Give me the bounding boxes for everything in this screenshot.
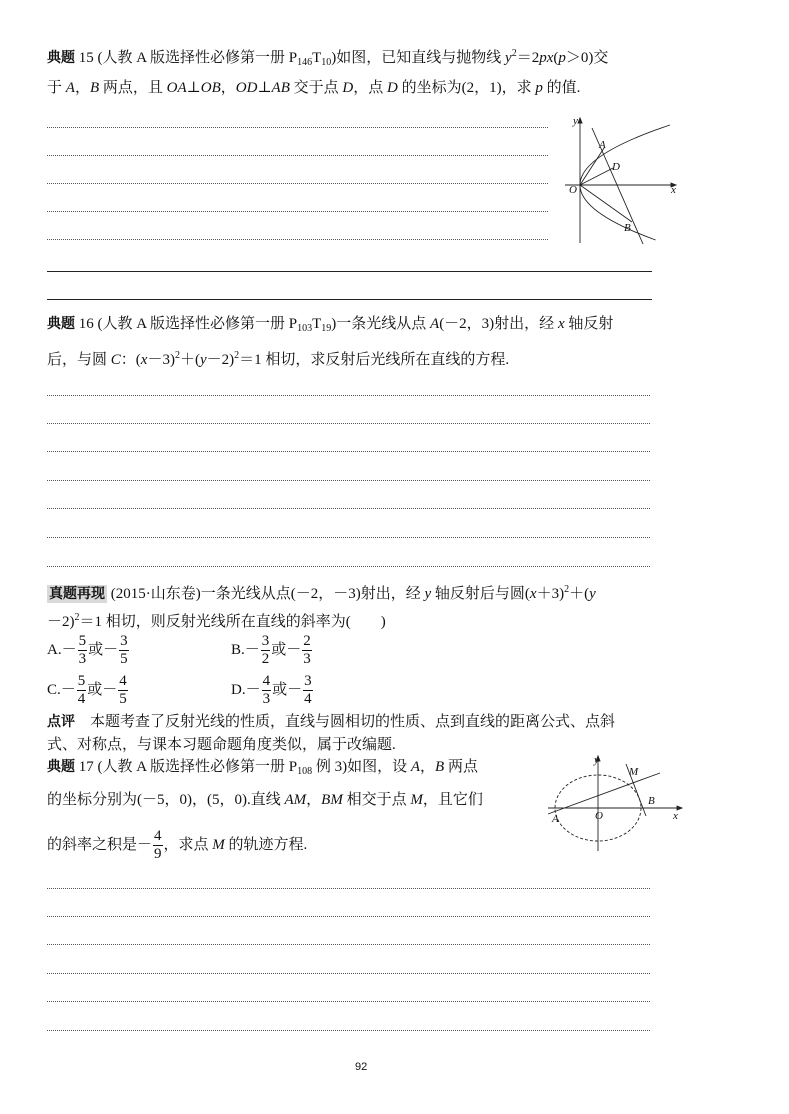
text-segment: 轴反射 bbox=[564, 316, 614, 332]
text-segment: 2 bbox=[74, 612, 80, 623]
label-o: O bbox=[595, 810, 603, 822]
text-segment: 的坐标为(2，1)，求 bbox=[397, 80, 536, 96]
text-segment: ，点 bbox=[353, 80, 387, 96]
numerator: 4 bbox=[262, 673, 271, 689]
text-segment: 本题考查了反射光线的性质，直线与圆相切的性质、点到直线的距离公式、点斜 bbox=[75, 714, 616, 730]
text-segment: 19 bbox=[321, 323, 332, 334]
text-segment: ：( bbox=[120, 352, 141, 368]
ellipse-figure bbox=[543, 752, 685, 854]
text-segment: 的轨迹方程. bbox=[224, 836, 308, 853]
text-segment: 2 bbox=[564, 584, 570, 595]
fraction bbox=[153, 828, 163, 863]
text-segment: 或－ bbox=[272, 681, 303, 698]
comment-line-1 bbox=[47, 712, 615, 732]
segment-ob bbox=[580, 185, 632, 222]
text-segment: 103 bbox=[297, 323, 313, 334]
problem17-line-1 bbox=[47, 757, 478, 782]
problem15-line-2 bbox=[47, 78, 580, 98]
fraction bbox=[302, 633, 312, 668]
answer-dotted-line bbox=[47, 211, 548, 212]
text-segment: T bbox=[312, 50, 322, 66]
text-segment: ， bbox=[220, 80, 236, 96]
text-segment: x bbox=[557, 316, 565, 332]
fraction bbox=[303, 673, 313, 708]
text-segment: 2 bbox=[174, 350, 180, 361]
text-segment: B.－ bbox=[231, 641, 260, 658]
text-segment: 或－ bbox=[87, 681, 118, 698]
text-segment: 的值. bbox=[542, 80, 581, 96]
heading-label: 点评 bbox=[47, 714, 75, 730]
answer-dotted-line bbox=[47, 451, 650, 452]
denominator: 4 bbox=[77, 691, 86, 707]
text-segment: 146 bbox=[297, 57, 313, 68]
numerator: 4 bbox=[154, 828, 162, 844]
text-segment: D.－ bbox=[231, 681, 261, 698]
text-segment: ，求点 bbox=[163, 836, 213, 853]
text-segment: B bbox=[89, 80, 100, 96]
text-segment: 两点 bbox=[444, 759, 478, 775]
text-segment: y bbox=[589, 586, 596, 602]
text-segment: 例 3)如图，设 bbox=[312, 759, 411, 775]
text-segment: 2 bbox=[234, 350, 240, 361]
text-segment: )如图，已知直线与抛物线 bbox=[331, 50, 506, 66]
answer-dotted-line bbox=[47, 944, 650, 945]
text-segment: ＋3) bbox=[536, 586, 565, 602]
answer-dotted-line bbox=[47, 423, 650, 424]
answer-dotted-line bbox=[47, 888, 650, 889]
heading-label: 典题 bbox=[47, 759, 75, 775]
text-segment: ＞0)交 bbox=[565, 50, 609, 66]
problem16-line-1 bbox=[47, 314, 613, 339]
numerator: 3 bbox=[120, 633, 128, 649]
label-b: B bbox=[648, 795, 655, 807]
denominator: 3 bbox=[78, 651, 87, 667]
numerator: 2 bbox=[303, 633, 311, 649]
text-segment: p bbox=[558, 50, 566, 66]
text-segment: ⊥ bbox=[186, 80, 201, 96]
text-segment: p bbox=[535, 80, 543, 96]
text-segment: 于 bbox=[47, 80, 66, 96]
label-m: M bbox=[629, 766, 639, 778]
option-b[interactable] bbox=[231, 633, 313, 668]
text-segment: 的斜率之积是－ bbox=[47, 836, 153, 853]
text-segment: B bbox=[435, 759, 445, 775]
text-segment: 或－ bbox=[271, 641, 302, 658]
answer-dotted-line bbox=[47, 183, 548, 184]
text-segment: 2 bbox=[511, 48, 517, 59]
denominator: 2 bbox=[261, 651, 270, 667]
text-segment: px bbox=[539, 50, 554, 66]
problem17-line-2 bbox=[47, 790, 483, 810]
answer-dotted-line bbox=[47, 916, 650, 917]
text-segment: C bbox=[110, 352, 121, 368]
text-segment: A bbox=[410, 759, 421, 775]
text-segment: ， bbox=[420, 759, 436, 775]
text-segment: ⊥ bbox=[257, 80, 272, 96]
text-segment: A bbox=[65, 80, 75, 96]
text-segment: OD bbox=[235, 80, 258, 96]
segment-oa bbox=[580, 148, 604, 185]
option-d[interactable] bbox=[231, 673, 314, 708]
text-segment: 16 (人教 A 版选择性必修第一册 P bbox=[75, 316, 298, 332]
label-a: A bbox=[599, 139, 606, 151]
denominator: 4 bbox=[304, 691, 312, 707]
text-segment: OA bbox=[166, 80, 187, 96]
fraction bbox=[77, 673, 87, 708]
problem17-line-3 bbox=[47, 828, 307, 863]
heading-label: 典题 bbox=[47, 316, 75, 332]
answer-dotted-line bbox=[47, 508, 650, 509]
label-y: y bbox=[573, 115, 578, 127]
answer-dotted-line bbox=[47, 973, 650, 974]
denominator: 9 bbox=[154, 846, 162, 862]
text-segment: BM bbox=[321, 792, 343, 808]
text-segment: x bbox=[140, 352, 148, 368]
text-segment: A.－ bbox=[47, 641, 77, 658]
text-segment: y bbox=[424, 586, 432, 602]
answer-solid-line bbox=[47, 271, 652, 272]
text-segment: y bbox=[505, 50, 512, 66]
text-segment: 后，与圆 bbox=[47, 352, 111, 368]
label-b: B bbox=[624, 222, 631, 234]
label-x: x bbox=[673, 810, 678, 822]
answer-dotted-line bbox=[47, 395, 650, 396]
text-segment: －3) bbox=[147, 352, 175, 368]
option-c[interactable] bbox=[47, 673, 129, 708]
text-segment: D bbox=[342, 80, 354, 96]
answer-dotted-line bbox=[47, 566, 650, 567]
numerator: 3 bbox=[304, 673, 312, 689]
denominator: 3 bbox=[262, 691, 271, 707]
text-segment: (－2，3)射出，经 bbox=[439, 316, 558, 332]
text-segment: C.－ bbox=[47, 681, 76, 698]
text-segment: 式、对称点，与课本习题命题角度类似，属于改编题. bbox=[47, 737, 396, 753]
numerator: 4 bbox=[119, 673, 127, 689]
fraction bbox=[118, 673, 128, 708]
answer-dotted-line bbox=[47, 1030, 650, 1031]
text-segment: M bbox=[410, 792, 423, 808]
denominator: 5 bbox=[120, 651, 128, 667]
answer-dotted-line bbox=[47, 155, 548, 156]
comment-line-2 bbox=[47, 735, 396, 755]
real-exam-line-2 bbox=[47, 608, 386, 632]
label-a: A bbox=[552, 813, 559, 825]
text-segment: D bbox=[387, 80, 398, 96]
y-axis-arrow bbox=[578, 118, 582, 123]
text-segment: ， bbox=[74, 80, 90, 96]
option-a[interactable] bbox=[47, 633, 130, 668]
text-segment: AM bbox=[284, 792, 307, 808]
text-segment: ＝1 相切，求反射后光线所在直线的方程. bbox=[239, 352, 510, 368]
page-number: 92 bbox=[355, 1061, 368, 1073]
label-o: O bbox=[569, 184, 577, 196]
text-segment: 相交于点 bbox=[342, 792, 411, 808]
text-segment: x bbox=[529, 586, 537, 602]
text-segment: 108 bbox=[297, 766, 313, 777]
text-segment: ，且它们 bbox=[422, 792, 483, 808]
text-segment: ＋( bbox=[569, 586, 590, 602]
real-exam-line-1 bbox=[47, 580, 596, 604]
numerator: 5 bbox=[78, 633, 87, 649]
text-segment: y bbox=[199, 352, 207, 368]
text-segment: M bbox=[212, 836, 225, 853]
label-x: x bbox=[671, 184, 676, 196]
section-tag: 真题再现 bbox=[49, 586, 105, 602]
heading-label: 典题 bbox=[47, 50, 75, 66]
fraction bbox=[78, 633, 88, 668]
text-segment: AB bbox=[271, 80, 290, 96]
denominator: 5 bbox=[119, 691, 127, 707]
parabola-figure bbox=[560, 112, 685, 247]
text-segment: ( bbox=[553, 50, 559, 66]
label-y: y bbox=[594, 754, 599, 766]
answer-dotted-line bbox=[47, 127, 548, 128]
answer-dotted-line bbox=[47, 1001, 650, 1002]
text-segment: ＝1 相切，则反射光线所在直线的斜率为( ) bbox=[79, 614, 386, 630]
text-segment: －2) bbox=[47, 614, 75, 630]
text-segment: OB bbox=[200, 80, 221, 96]
text-segment: (2015·山东卷)一条光线从点(－2，－3)射出，经 bbox=[107, 586, 425, 602]
text-segment: )一条光线从点 bbox=[331, 316, 431, 332]
text-segment: 10 bbox=[321, 57, 332, 68]
problem16-line-2 bbox=[47, 346, 509, 370]
text-segment: 17 (人教 A 版选择性必修第一册 P bbox=[75, 759, 298, 775]
text-segment: 或－ bbox=[88, 641, 119, 658]
label-d: D bbox=[612, 161, 620, 173]
answer-dotted-line bbox=[47, 480, 650, 481]
answer-dotted-line bbox=[47, 239, 548, 240]
denominator: 3 bbox=[303, 651, 311, 667]
text-segment: A bbox=[430, 316, 440, 332]
text-segment: 的坐标分别为(－5，0)，(5，0).直线 bbox=[47, 792, 285, 808]
text-segment: 轴反射后与圆( bbox=[431, 586, 530, 602]
text-segment: －2) bbox=[206, 352, 235, 368]
text-segment: 15 (人教 A 版选择性必修第一册 P bbox=[75, 50, 298, 66]
text-segment: 交于点 bbox=[289, 80, 343, 96]
answer-dotted-line bbox=[47, 537, 650, 538]
text-segment: ＋( bbox=[179, 352, 200, 368]
numerator: 3 bbox=[261, 633, 270, 649]
fraction bbox=[119, 633, 129, 668]
text-segment: 两点，且 bbox=[99, 80, 167, 96]
text-segment: T bbox=[312, 316, 322, 332]
problem15-line-1 bbox=[47, 44, 608, 73]
fraction bbox=[262, 673, 272, 708]
numerator: 5 bbox=[77, 673, 86, 689]
fraction bbox=[261, 633, 271, 668]
text-segment: ＝2 bbox=[516, 50, 540, 66]
answer-solid-line bbox=[47, 299, 652, 300]
text-segment: ， bbox=[306, 792, 322, 808]
